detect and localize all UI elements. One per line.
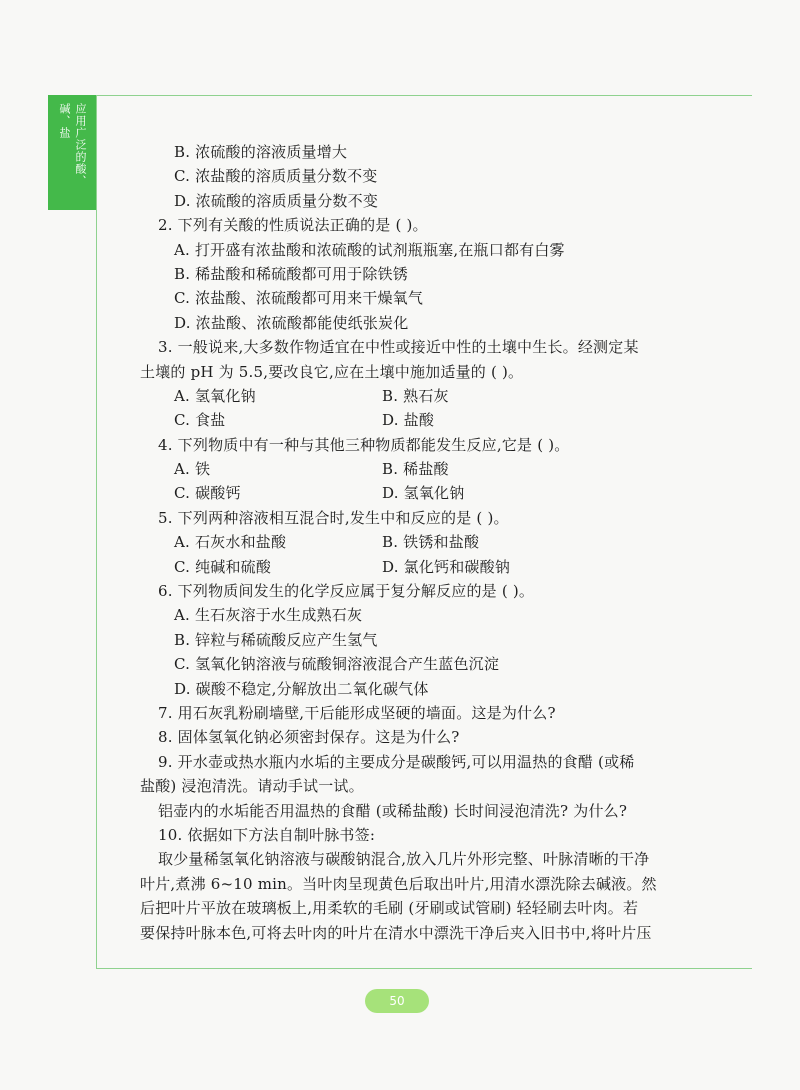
option-line: B. 稀盐酸和稀硫酸都可用于除铁锈 xyxy=(174,264,408,283)
option-line: D. 浓硫酸的溶质质量分数不变 xyxy=(174,191,379,210)
question-6: 6. 下列物质间发生的化学反应属于复分解反应的是 ( )。 xyxy=(158,582,535,601)
question-5: 5. 下列两种溶液相互混合时,发生中和反应的是 ( )。 xyxy=(158,508,509,527)
option-line: A. 打开盛有浓盐酸和浓硫酸的试剂瓶瓶塞,在瓶口都有白雾 xyxy=(174,240,565,259)
question-10-paragraph-cont: 后把叶片平放在玻璃板上,用柔软的毛刷 (牙刷或试管刷) 轻轻刷去叶肉。若 xyxy=(140,899,639,918)
question-4: 4. 下列物质中有一种与其他三种物质都能发生反应,它是 ( )。 xyxy=(158,435,570,454)
option-c: C. 食盐 xyxy=(174,411,226,430)
option-line: D. 浓盐酸、浓硫酸都能使纸张炭化 xyxy=(174,313,409,332)
question-3: 3. 一般说来,大多数作物适宜在中性或接近中性的土壤中生长。经测定某 xyxy=(158,338,639,357)
question-8: 8. 固体氢氧化钠必须密封保存。这是为什么? xyxy=(158,728,460,747)
question-10-paragraph: 取少量稀氢氧化钠溶液与碳酸钠混合,放入几片外形完整、叶脉清晰的干净 xyxy=(158,850,650,869)
question-3-continued: 土壤的 pH 为 5.5,要改良它,应在土壤中施加适量的 ( )。 xyxy=(140,362,524,381)
option-row xyxy=(140,481,680,505)
option-line: B. 锌粒与稀硫酸反应产生氢气 xyxy=(174,630,378,649)
question-7: 7. 用石灰乳粉刷墙壁,干后能形成坚硬的墙面。这是为什么? xyxy=(158,703,556,722)
question-10-paragraph-cont: 要保持叶脉本色,可将去叶肉的叶片在清水中漂洗干净后夹入旧书中,将叶片压 xyxy=(140,923,652,942)
option-row xyxy=(140,555,680,579)
option-b: B. 铁锈和盐酸 xyxy=(382,533,480,552)
option-line: C. 氢氧化钠溶液与硫酸铜溶液混合产生蓝色沉淀 xyxy=(174,655,500,674)
top-border-line xyxy=(96,95,752,96)
option-d: D. 盐酸 xyxy=(382,411,435,430)
chapter-side-tab xyxy=(48,95,96,210)
left-border-line xyxy=(96,95,97,968)
option-a: A. 氢氧化钠 xyxy=(174,386,256,405)
page-content xyxy=(140,140,680,945)
chapter-side-tab-label: 应用广泛的酸、碱、盐 xyxy=(58,103,87,187)
option-line: C. 浓盐酸的溶质质量分数不变 xyxy=(174,167,378,186)
question-2: 2. 下列有关酸的性质说法正确的是 ( )。 xyxy=(158,216,428,235)
option-line: B. 浓硫酸的溶液质量增大 xyxy=(174,143,348,161)
option-row xyxy=(140,457,680,481)
option-row xyxy=(140,408,680,432)
bottom-border-line xyxy=(96,968,752,969)
option-c: C. 碳酸钙 xyxy=(174,484,241,503)
option-a: A. 铁 xyxy=(174,460,211,479)
option-row xyxy=(140,530,680,554)
option-line: A. 生石灰溶于水生成熟石灰 xyxy=(174,606,363,625)
question-9: 9. 开水壶或热水瓶内水垢的主要成分是碳酸钙,可以用温热的食醋 (或稀 xyxy=(158,752,635,771)
option-line: C. 浓盐酸、浓硫酸都可用来干燥氧气 xyxy=(174,289,424,308)
question-9-continued: 盐酸) 浸泡清洗。请动手试一试。 xyxy=(140,777,364,796)
page-number-badge xyxy=(365,989,429,1013)
question-10-paragraph-cont: 叶片,煮沸 6~10 min。当叶肉呈现黄色后取出叶片,用清水漂洗除去碱液。然 xyxy=(140,874,657,893)
option-d: D. 氢氧化钠 xyxy=(382,484,465,503)
option-line: D. 碳酸不稳定,分解放出二氧化碳气体 xyxy=(174,679,429,698)
option-c: C. 纯碱和硫酸 xyxy=(174,557,272,576)
option-a: A. 石灰水和盐酸 xyxy=(174,533,287,552)
option-d: D. 氯化钙和碳酸钠 xyxy=(382,557,511,576)
option-row xyxy=(140,384,680,408)
option-b: B. 熟石灰 xyxy=(382,386,449,405)
page-number: 50 xyxy=(389,994,405,1008)
question-9-followup: 铝壶内的水垢能否用温热的食醋 (或稀盐酸) 长时间浸泡清洗? 为什么? xyxy=(158,801,628,820)
option-b: B. 稀盐酸 xyxy=(382,460,449,479)
question-10: 10. 依据如下方法自制叶脉书签: xyxy=(158,825,376,844)
